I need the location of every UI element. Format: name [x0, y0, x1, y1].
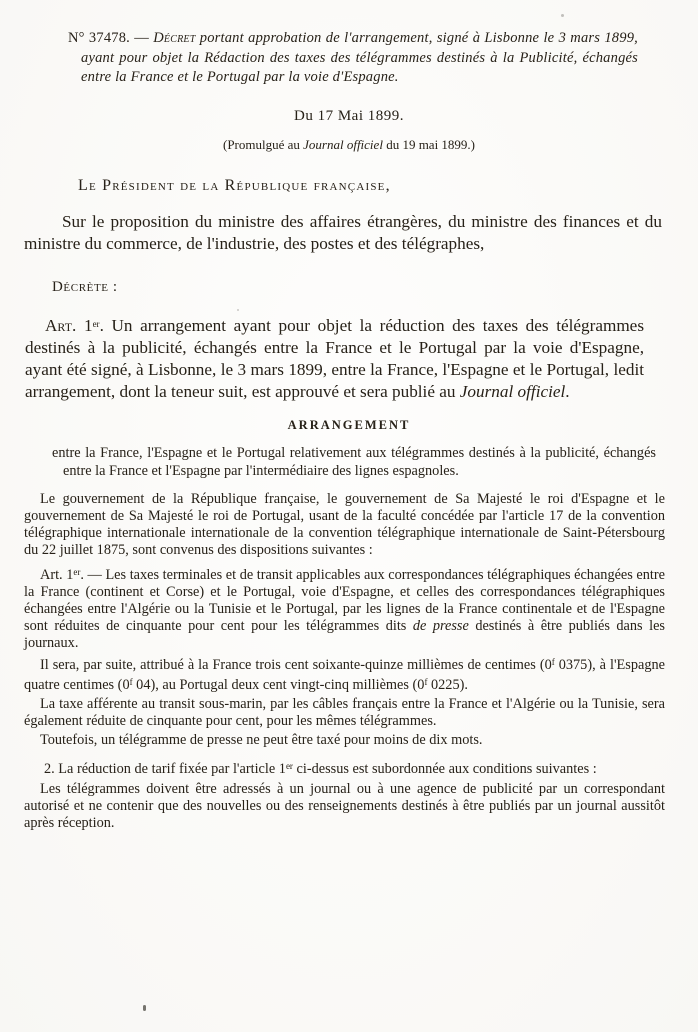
- article-1-ordinal: er: [92, 318, 100, 329]
- promulgation-open: (Promulgué au: [222, 136, 304, 152]
- promulgation-close: du 19 mai 1899.): [382, 136, 476, 152]
- arrangement-preamble: Le gouvernement de la République française, le gouvernement de Sa Majesté le roi d'Espagne et le gouvernement de Sa Majesté le roi de Portugal, usant de la faculté concédée par l'article 17 de la convention télégraphique internationale internationale de la convention télégraphique internationale de Saint-Pétersbourg du 22 juillet 1875, sont convenus des dispositions suivantes :: [24, 490, 665, 558]
- arrangement-article-1: [24, 564, 665, 652]
- promulgation-line: [0, 137, 698, 153]
- arrangement-heading: ARRANGEMENT: [287, 417, 411, 432]
- article-1-paragraph: [25, 313, 644, 403]
- attribution-p4: 0225).: [427, 676, 468, 693]
- franc-sup-2: f: [129, 676, 133, 687]
- arrangement-subtitle: entre la France, l'Espagne et le Portugal relativement aux télégrammes destinés à la publicité, échangés entre la France et l'Espagne par l'intermédiaire des lignes espagnoles.: [52, 444, 656, 479]
- date-line: Du 17 Mai 1899.: [294, 107, 404, 124]
- conditions-paragraph: Les télégrammes doivent être adressés à un journal ou à une agence de publicité par un correspondant autorisé et ne contenir que des nouvelles ou des renseignements destinés à être publiés par un journal aussitôt après réception.: [24, 780, 665, 831]
- journal-officiel-ref-2: Journal officiel: [459, 381, 566, 401]
- article-1-end: .: [565, 381, 570, 401]
- article-2-lead: 2. La réduction de tarif fixée par l'article 1: [44, 760, 286, 777]
- attribution-paragraph: [24, 654, 665, 694]
- article-2-end: ci-dessus est subordonnée aux conditions suivantes :: [292, 760, 597, 777]
- scan-speck: [561, 14, 564, 17]
- minimum-words-paragraph: Toutefois, un télégramme de presse ne peut être taxé pour moins de dix mots.: [40, 731, 483, 748]
- franc-sup-1: f: [551, 656, 555, 667]
- article-1-body: . Un arrangement ayant pour objet la réduction des taxes des télégrammes destinés à la publicité, échangés entre la France et le Portugal par la voie d'Espagne, ayant été signé, à Lisbonne, le 3 mars 1899, entre la France, l'Espagne et le Portugal, ledit arrangement, dont la teneur suit, est approuvé et sera publié au: [25, 315, 645, 401]
- submarine-tax-paragraph: La taxe afférente au transit sous-marin, par les câbles français entre la France et l'Algérie ou la Tunisie, sera également réduite de cinquante pour cent, pour les mêmes télégrammes.: [24, 695, 665, 729]
- arr-article-1-ordinal: er: [73, 566, 81, 577]
- decrete-label: Décrète :: [52, 278, 118, 295]
- scan-speck: [143, 1005, 146, 1011]
- proposition-paragraph: Sur le proposition du ministre des affaires étrangères, du ministre des finances et du ministre du commerce, de l'industrie, des postes et des télégraphes,: [24, 211, 662, 253]
- attribution-p3: 04), au Portugal deux cent vingt-cinq millièmes (0: [132, 676, 425, 693]
- arr-article-1-lead: Art. 1: [40, 566, 74, 583]
- arr-article-1-body: . — Les taxes terminales et de transit applicables aux correspondances télégraphiques échangées entre la France (continent et Corse) et le Portugal, voie d'Espagne, et celles des correspondances télégraphiques échangées entre l'Algérie ou la Tunisie et le Portugal, par les lignes de la France continentale et de l'Espagne sont réduites de cinquante pour cent pour les télégrammes dits: [24, 566, 666, 634]
- article-2-ordinal: er: [285, 760, 293, 771]
- decree-title: [68, 29, 638, 88]
- attribution-p1: Il sera, par suite, attribué à la France trois cent soixante-quinze millièmes de centimes (0: [40, 656, 552, 673]
- attribution-p2: 0375), à l'Espagne quatre centimes (0: [24, 656, 665, 693]
- journal-officiel-ref: Journal officiel: [303, 136, 383, 152]
- article-1-number: 1: [76, 315, 93, 335]
- decree-word: Décret: [153, 30, 196, 46]
- decree-title-text: portant approbation de l'arrangement, signé à Lisbonne le 3 mars 1899, ayant pour objet la Rédaction des taxes des télégrammes destinés à la Publicité, échangés entre la France et le Portugal par la voie d'Espagne.: [81, 30, 638, 85]
- article-2-paragraph: [24, 758, 665, 778]
- decree-title-dash: —: [130, 30, 154, 46]
- franc-sup-3: f: [424, 676, 428, 687]
- de-presse-emphasis: de presse: [412, 617, 469, 634]
- arr-article-1-end: destinés à être publiés dans les journaux.: [24, 617, 665, 651]
- article-1-word: Art.: [45, 315, 77, 335]
- decree-number: N° 37478.: [68, 30, 131, 46]
- president-line: Le Président de la République française,: [78, 176, 391, 194]
- scan-speck: [237, 309, 239, 311]
